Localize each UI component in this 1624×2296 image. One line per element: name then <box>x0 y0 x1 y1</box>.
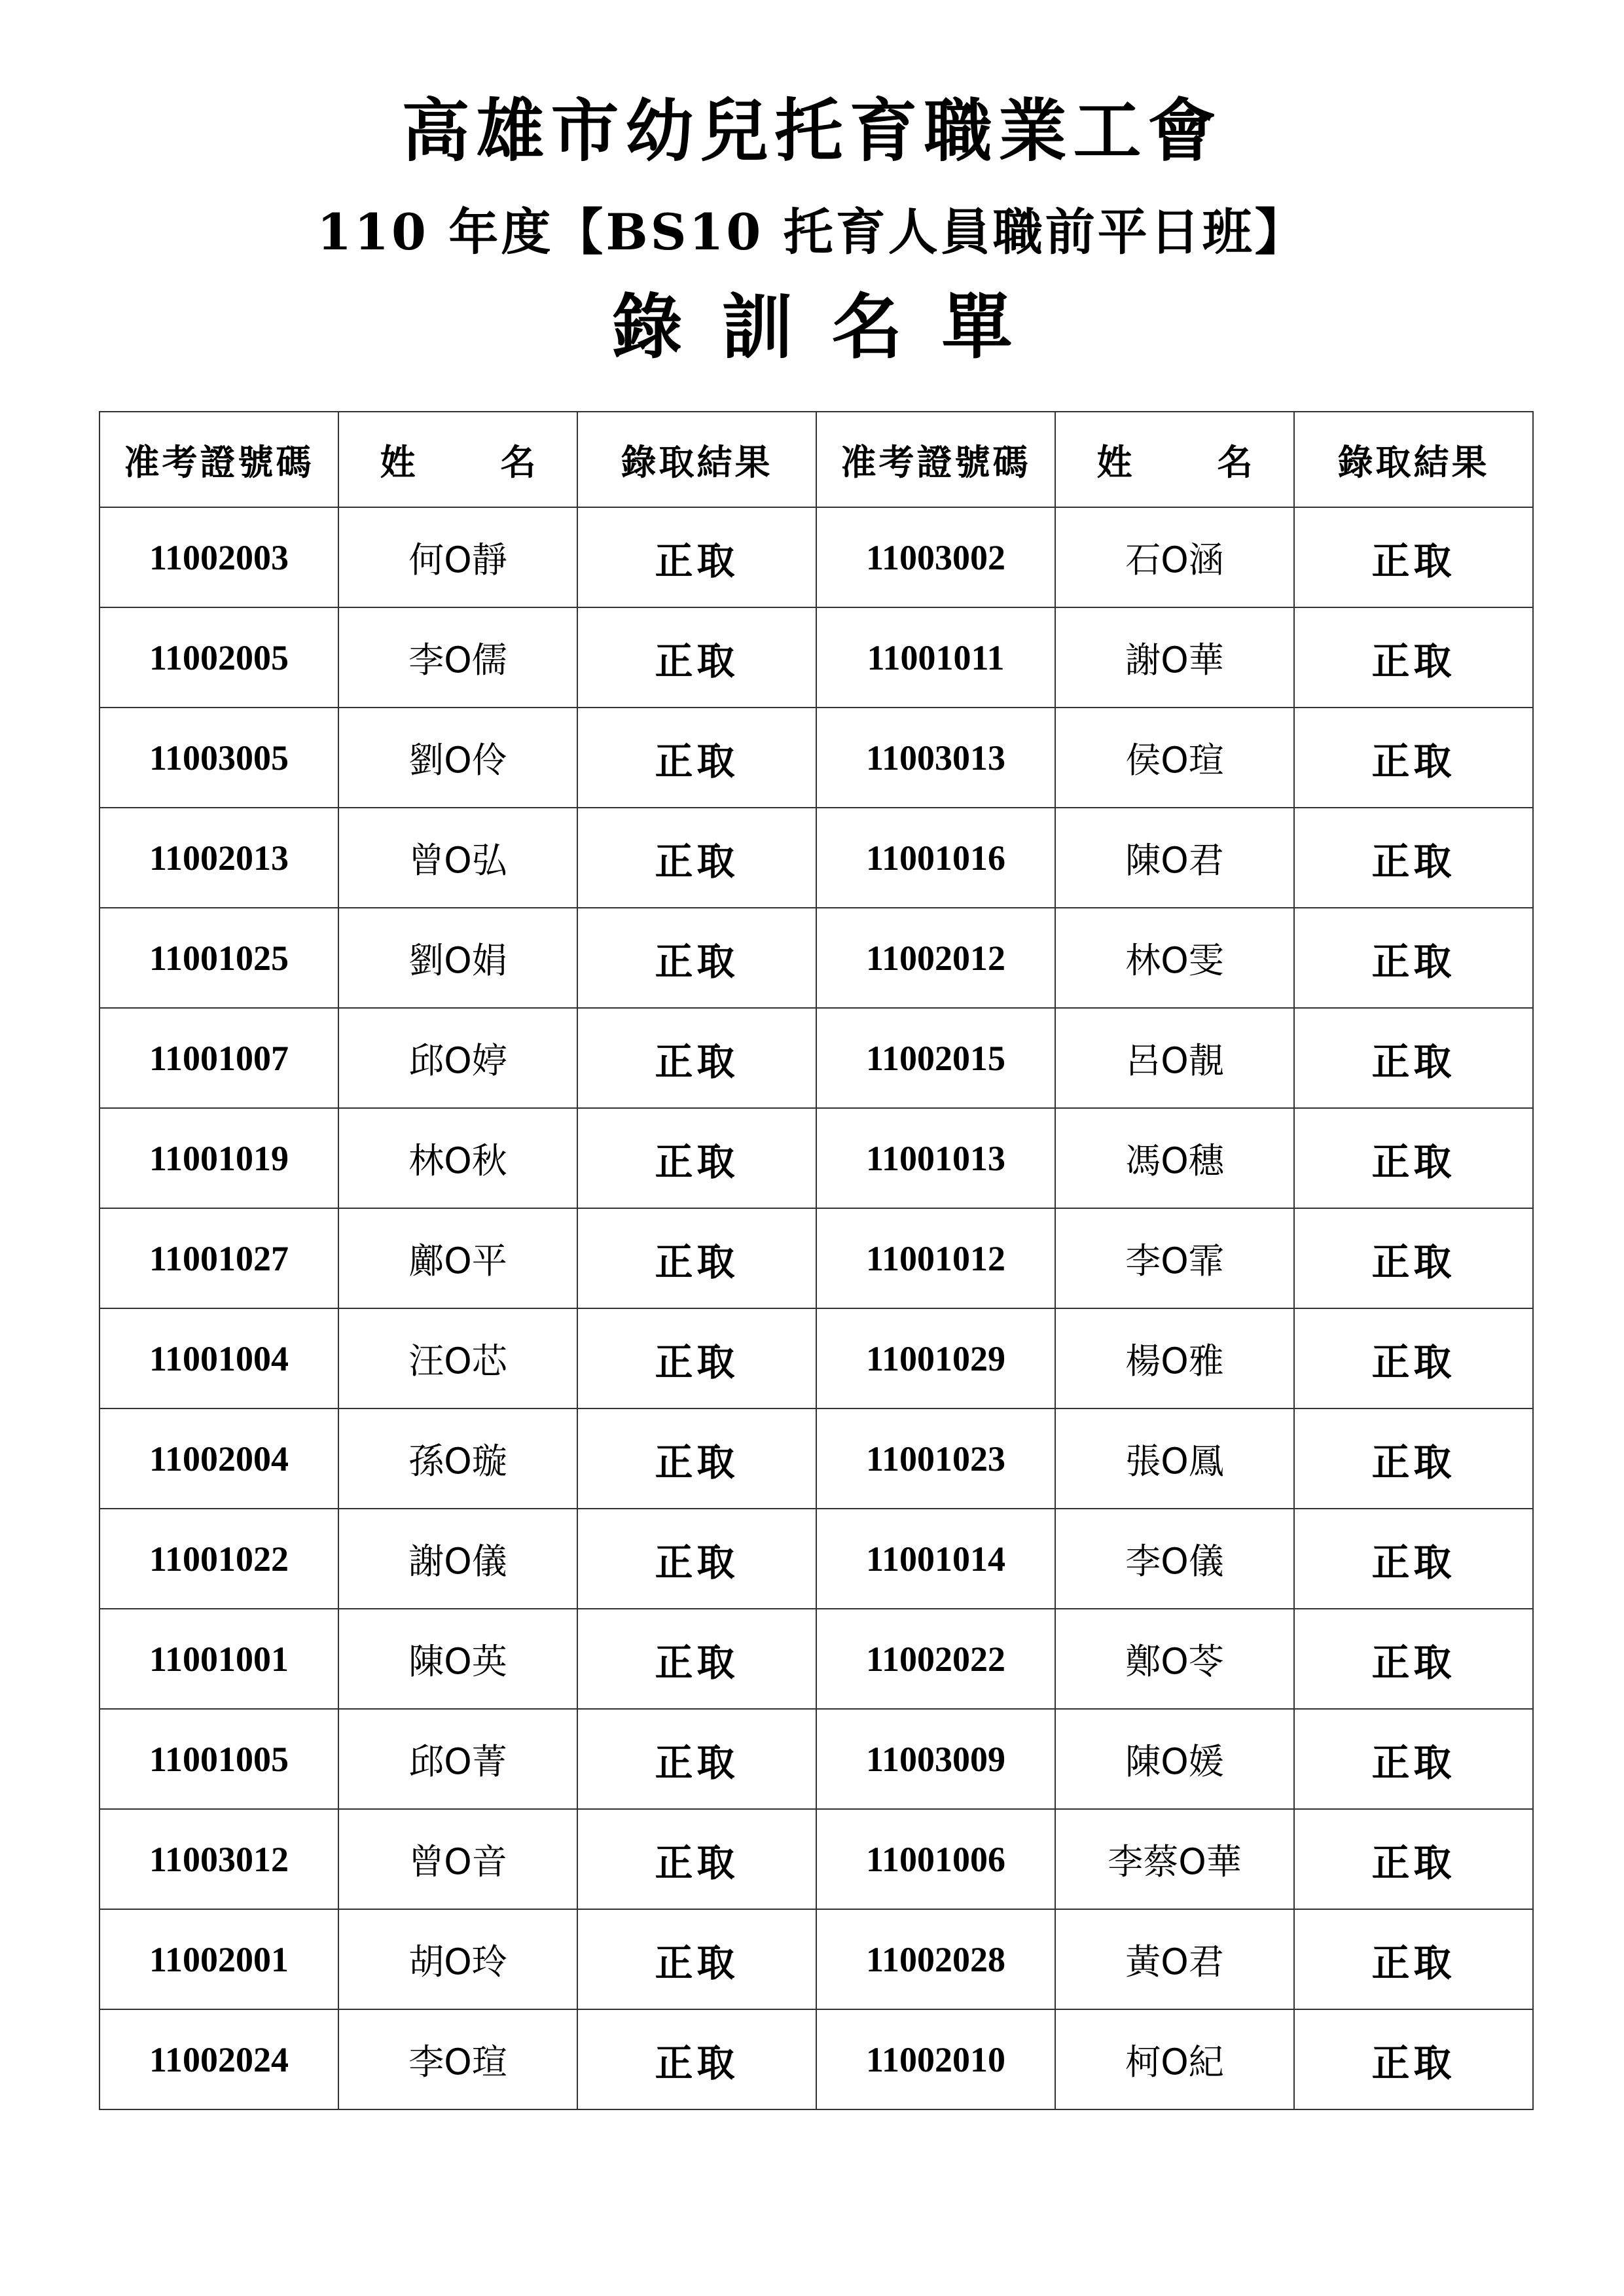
result-cell: 正取 <box>577 1008 816 1108</box>
table-row <box>99 1509 1533 1609</box>
table-row <box>99 1008 1533 1108</box>
exam-id-cell: 11002010 <box>816 2009 1055 2109</box>
exam-id-cell: 11002012 <box>816 908 1055 1008</box>
result-cell: 正取 <box>1294 808 1533 908</box>
table-row <box>99 607 1533 708</box>
exam-id-cell: 11001007 <box>99 1008 338 1108</box>
organization-title: 高雄市幼兒托育職業工會 <box>401 90 1223 171</box>
result-cell: 正取 <box>577 1408 816 1509</box>
result-cell: 正取 <box>577 1108 816 1208</box>
table-row <box>99 708 1533 808</box>
name-cell: 李O瑄 <box>338 2009 577 2109</box>
name-cell: 劉O伶 <box>338 708 577 808</box>
name-cell: 邱O菁 <box>338 1709 577 1809</box>
result-cell: 正取 <box>577 1509 816 1609</box>
result-cell: 正取 <box>1294 1208 1533 1308</box>
name-cell: 謝O儀 <box>338 1509 577 1609</box>
exam-id-cell: 11001011 <box>816 607 1055 708</box>
name-cell: 李O霏 <box>1055 1208 1294 1308</box>
name-header-part: 名 <box>1217 440 1253 483</box>
column-header-result: 錄取結果 <box>577 412 816 507</box>
exam-id-cell: 11003012 <box>99 1809 338 1909</box>
table-header-row <box>99 412 1533 507</box>
result-cell: 正取 <box>1294 1609 1533 1709</box>
table-row <box>99 1809 1533 1909</box>
exam-id-cell: 11002028 <box>816 1909 1055 2009</box>
result-cell: 正取 <box>1294 708 1533 808</box>
result-cell: 正取 <box>1294 1709 1533 1809</box>
name-cell: 馮O穗 <box>1055 1108 1294 1208</box>
exam-id-cell: 11001027 <box>99 1208 338 1308</box>
result-cell: 正取 <box>577 2009 816 2109</box>
name-cell: 石O涵 <box>1055 507 1294 607</box>
name-cell: 楊O雅 <box>1055 1308 1294 1408</box>
result-cell: 正取 <box>1294 1809 1533 1909</box>
exam-id-cell: 11001005 <box>99 1709 338 1809</box>
table-row <box>99 507 1533 607</box>
name-cell: 李O儀 <box>1055 1509 1294 1609</box>
result-cell: 正取 <box>1294 1408 1533 1509</box>
exam-id-cell: 11001001 <box>99 1609 338 1709</box>
name-cell: 謝O華 <box>1055 607 1294 708</box>
name-cell: 何O靜 <box>338 507 577 607</box>
exam-id-cell: 11001029 <box>816 1308 1055 1408</box>
result-cell: 正取 <box>577 1809 816 1909</box>
result-cell: 正取 <box>577 1709 816 1809</box>
list-title: 錄訓名單 <box>611 286 1052 368</box>
result-cell: 正取 <box>1294 507 1533 607</box>
name-cell: 林O秋 <box>338 1108 577 1208</box>
name-cell: 胡O玲 <box>338 1909 577 2009</box>
name-cell: 陳O英 <box>338 1609 577 1709</box>
result-cell: 正取 <box>1294 908 1533 1008</box>
exam-id-cell: 11001019 <box>99 1108 338 1208</box>
exam-id-cell: 11003013 <box>816 708 1055 808</box>
result-cell: 正取 <box>577 1208 816 1308</box>
exam-id-cell: 11001004 <box>99 1308 338 1408</box>
column-header-name <box>1055 412 1294 507</box>
exam-id-cell: 11002022 <box>816 1609 1055 1709</box>
name-cell: 陳O君 <box>1055 808 1294 908</box>
exam-id-cell: 11001022 <box>99 1509 338 1609</box>
name-cell: 李蔡O華 <box>1055 1809 1294 1909</box>
table-body <box>99 507 1533 2109</box>
name-cell: 呂O靚 <box>1055 1008 1294 1108</box>
name-header-part: 名 <box>500 440 536 483</box>
admission-table <box>99 411 1534 2110</box>
result-cell: 正取 <box>577 708 816 808</box>
exam-id-cell: 11001016 <box>816 808 1055 908</box>
name-cell: 李O儒 <box>338 607 577 708</box>
column-header-result: 錄取結果 <box>1294 412 1533 507</box>
name-cell: 劉O娟 <box>338 908 577 1008</box>
result-cell: 正取 <box>577 1308 816 1408</box>
exam-id-cell: 11002001 <box>99 1909 338 2009</box>
name-header-part: 姓 <box>1096 440 1132 483</box>
result-cell: 正取 <box>1294 1909 1533 2009</box>
table-row <box>99 1709 1533 1809</box>
result-cell: 正取 <box>1294 1509 1533 1609</box>
table-row <box>99 808 1533 908</box>
name-cell: 黃O君 <box>1055 1909 1294 2009</box>
result-cell: 正取 <box>1294 607 1533 708</box>
name-cell: 鄭O苓 <box>1055 1609 1294 1709</box>
exam-id-cell: 11001023 <box>816 1408 1055 1509</box>
table-row <box>99 1909 1533 2009</box>
result-cell: 正取 <box>577 607 816 708</box>
result-cell: 正取 <box>577 1909 816 2009</box>
exam-id-cell: 11002005 <box>99 607 338 708</box>
table-row <box>99 1208 1533 1308</box>
name-cell: 曾O弘 <box>338 808 577 908</box>
exam-id-cell: 11003009 <box>816 1709 1055 1809</box>
column-header-exam-id: 准考證號碼 <box>99 412 338 507</box>
table-row <box>99 1308 1533 1408</box>
name-header-part: 姓 <box>380 440 416 483</box>
result-cell: 正取 <box>577 507 816 607</box>
result-cell: 正取 <box>1294 1008 1533 1108</box>
name-cell: 侯O瑄 <box>1055 708 1294 808</box>
name-cell: 陳O媛 <box>1055 1709 1294 1809</box>
name-cell: 張O鳳 <box>1055 1408 1294 1509</box>
column-header-exam-id: 准考證號碼 <box>816 412 1055 507</box>
table-row <box>99 1609 1533 1709</box>
exam-id-cell: 11001025 <box>99 908 338 1008</box>
exam-id-cell: 11002013 <box>99 808 338 908</box>
name-cell: 邱O婷 <box>338 1008 577 1108</box>
exam-id-cell: 11001012 <box>816 1208 1055 1308</box>
table-row <box>99 908 1533 1008</box>
course-title: 110 年度【BS10 托育人員職前平日班】 <box>317 203 1307 261</box>
name-cell: 孫O璇 <box>338 1408 577 1509</box>
exam-id-cell: 11001014 <box>816 1509 1055 1609</box>
column-header-name <box>338 412 577 507</box>
exam-id-cell: 11002003 <box>99 507 338 607</box>
name-cell: 鄺O平 <box>338 1208 577 1308</box>
result-cell: 正取 <box>577 808 816 908</box>
result-cell: 正取 <box>577 1609 816 1709</box>
exam-id-cell: 11002015 <box>816 1008 1055 1108</box>
exam-id-cell: 11003002 <box>816 507 1055 607</box>
name-cell: 汪O芯 <box>338 1308 577 1408</box>
result-cell: 正取 <box>577 908 816 1008</box>
result-cell: 正取 <box>1294 2009 1533 2109</box>
exam-id-cell: 11001006 <box>816 1809 1055 1909</box>
table-row <box>99 1408 1533 1509</box>
name-cell: 柯O紀 <box>1055 2009 1294 2109</box>
exam-id-cell: 11002024 <box>99 2009 338 2109</box>
exam-id-cell: 11002004 <box>99 1408 338 1509</box>
table-row <box>99 2009 1533 2109</box>
exam-id-cell: 11001013 <box>816 1108 1055 1208</box>
exam-id-cell: 11003005 <box>99 708 338 808</box>
name-cell: 林O雯 <box>1055 908 1294 1008</box>
result-cell: 正取 <box>1294 1108 1533 1208</box>
name-cell: 曾O音 <box>338 1809 577 1909</box>
table-row <box>99 1108 1533 1208</box>
result-cell: 正取 <box>1294 1308 1533 1408</box>
